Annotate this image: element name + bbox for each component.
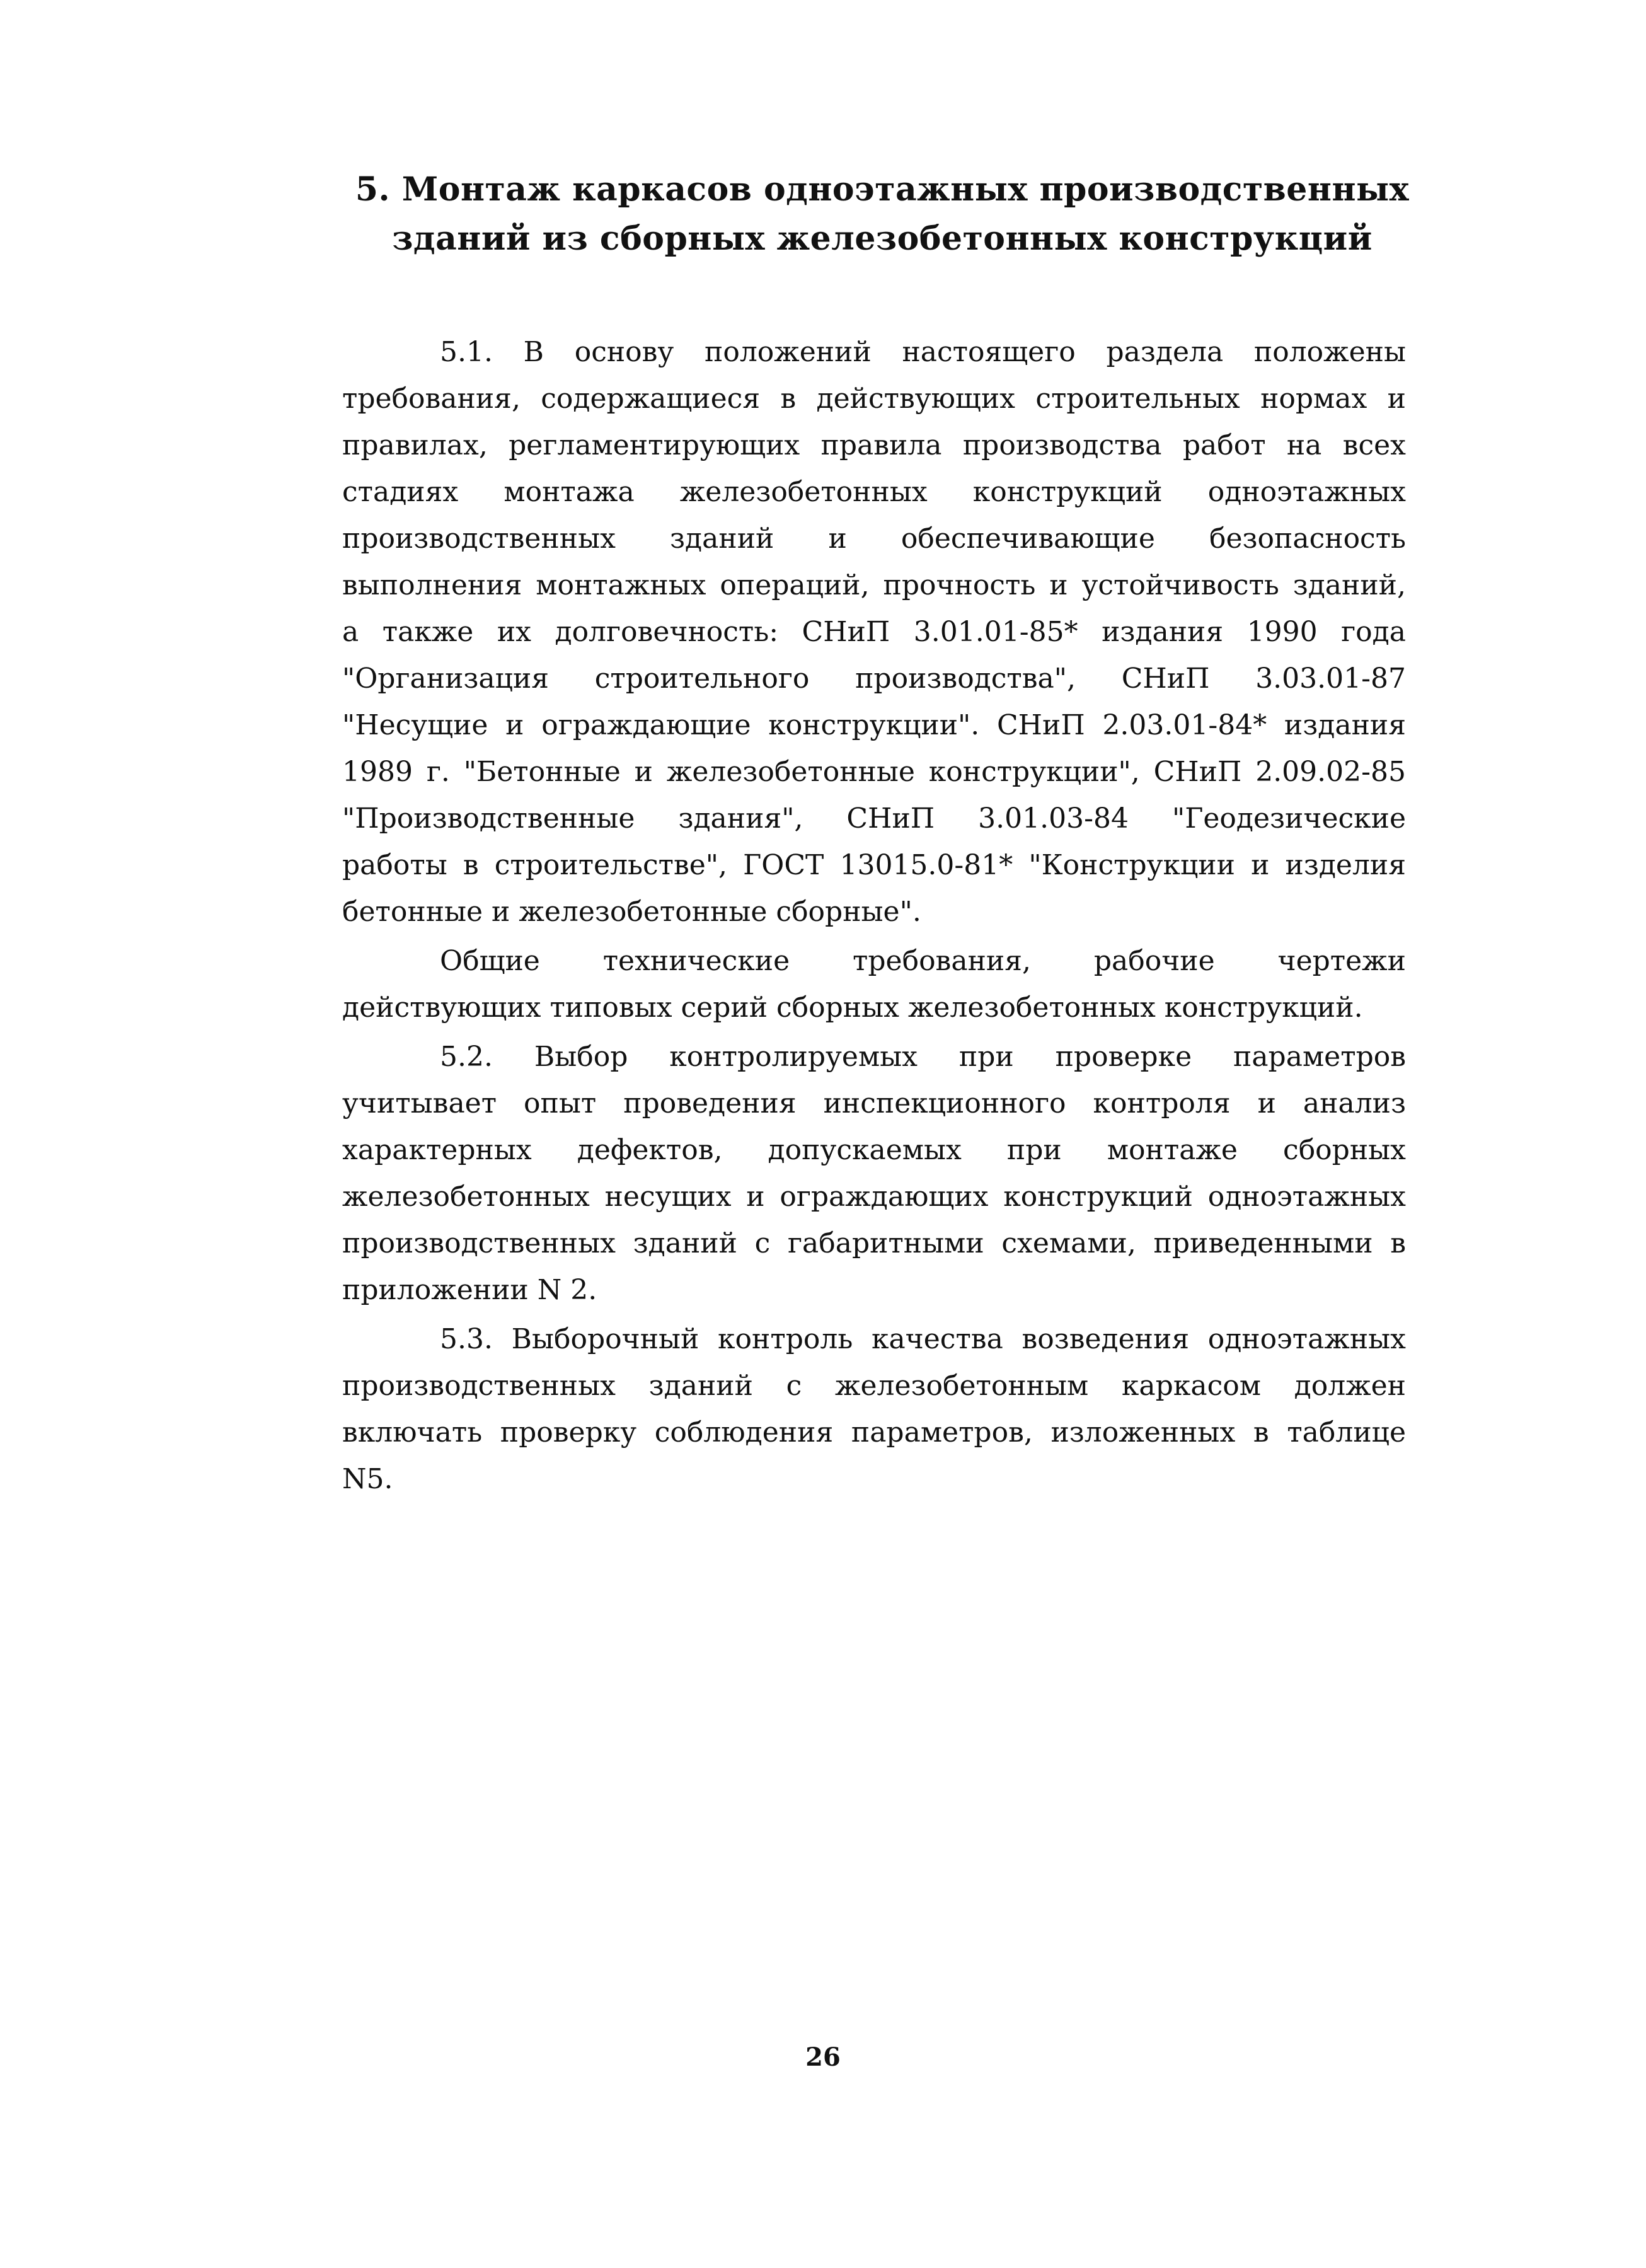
section-body [342,329,1406,1503]
paragraph-5-2 [342,1034,1406,1314]
paragraph-5-1 [342,329,1406,935]
paragraph-general-requirements [342,938,1406,1031]
text-line: 5.2. Выбор контролируемых при проверке параметров [440,1041,1406,1073]
text-line: включать проверку соблюдения параметров, изложенных в таблице [342,1416,1406,1449]
text-line: 5.1. В основу положений настоящего раздела положены [440,336,1406,368]
text-line: стадиях монтажа железобетонных конструкций одноэтажных [342,476,1406,508]
section-title [353,165,1412,263]
text-line: "Производственные здания", СНиП 3.01.03-84 "Геодезические [342,802,1406,835]
text-line: N5. [342,1463,393,1495]
text-line: 5.3. Выборочный контроль качества возведения одноэтажных [440,1323,1406,1355]
text-line: работы в строительстве", ГОСТ 13015.0-81* "Конструкции и изделия [342,849,1406,881]
text-line: производственных зданий с железобетонным каркасом должен [342,1370,1406,1402]
page-number: 26 [805,2042,841,2072]
text-line: производственных зданий и обеспечивающие безопасность [342,523,1406,555]
text-line: бетонные и железобетонные сборные". [342,896,921,928]
section-title-line: 5. Монтаж каркасов одноэтажных производственных [355,170,1410,209]
text-line: требования, содержащиеся в действующих строительных нормах и [342,383,1406,415]
text-line: а также их долговечность: СНиП 3.01.01-85* издания 1990 года [342,616,1406,648]
text-line: "Организация строительного производства", СНиП 3.03.01-87 [342,662,1406,695]
paragraph-5-3 [342,1316,1406,1503]
text-line: правилах, регламентирующих правила производства работ на всех [342,429,1406,461]
text-line: "Несущие и ограждающие конструкции". СНиП 2.03.01-84* издания [342,709,1406,741]
section-title-line: зданий из сборных железобетонных конструкций [392,219,1373,258]
text-line: 1989 г. "Бетонные и железобетонные конструкции", СНиП 2.09.02-85 [342,756,1406,788]
text-line: железобетонных несущих и ограждающих конструкций одноэтажных [342,1181,1406,1213]
text-line: характерных дефектов, допускаемых при монтаже сборных [342,1134,1406,1166]
text-line: приложении N 2. [342,1274,597,1306]
text-line: выполнения монтажных операций, прочность и устойчивость зданий, [342,569,1406,601]
text-line: действующих типовых серий сборных железобетонных конструкций. [342,992,1363,1024]
text-line: учитывает опыт проведения инспекционного контроля и анализ [342,1087,1406,1120]
text-line: производственных зданий с габаритными схемами, приведенными в [342,1227,1406,1259]
text-line: Общие технические требования, рабочие чертежи [440,945,1406,977]
